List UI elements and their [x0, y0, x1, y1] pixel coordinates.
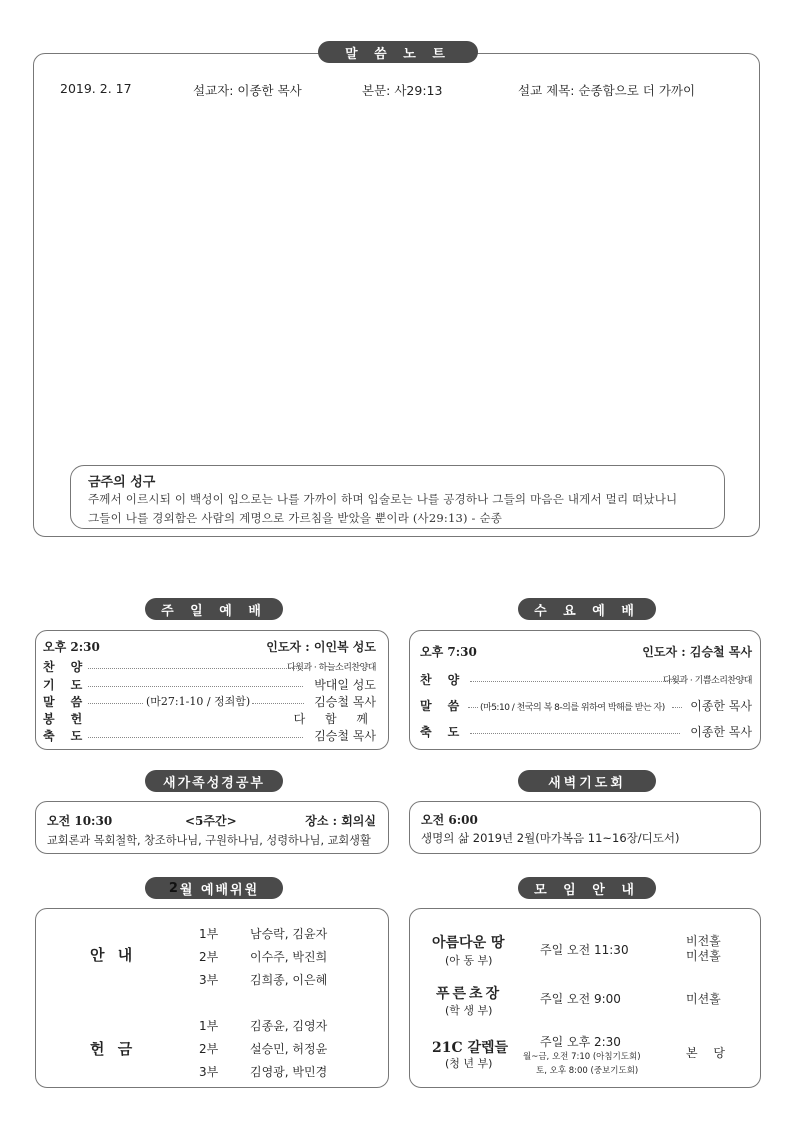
sunday-item-label: 찬양 [43, 660, 99, 674]
sermon-title: 설교 제목: 순종함으로 더 가까이 [518, 83, 696, 98]
dotted-leader [470, 681, 680, 682]
sunday-item-label: 축도 [43, 729, 99, 743]
meeting-name: 푸른초장 [436, 986, 503, 1002]
sunday-item-value: 다윗과 · 하늘소리찬양대 [286, 663, 376, 673]
sermon-note-title: 말 씀 노 트 [318, 41, 478, 63]
wednesday-worship-title: 수 요 예 배 [518, 598, 656, 620]
sunday-item-value: 박대일 성도 [314, 678, 376, 692]
dotted-leader [88, 668, 303, 669]
dawn-prayer-time: 오전 6:00 [421, 813, 478, 827]
meeting-group: (학 생 부) [445, 1004, 493, 1017]
dotted-leader [252, 703, 304, 704]
committee-group-name: 헌 금 [90, 1040, 137, 1058]
bible-study-time: 오전 10:30 [47, 814, 113, 828]
meetings-title: 모 임 안 내 [518, 877, 656, 899]
committee-part: 1부 [199, 1019, 219, 1033]
bible-study-place: 장소 : 회의실 [305, 814, 376, 828]
meeting-place: 미션홀 [686, 992, 721, 1006]
committee-title-pill [145, 877, 283, 899]
sermon-preacher: 설교자: 이종한 목사 [193, 83, 302, 98]
wednesday-item-value: 이종한 목사 [690, 699, 752, 713]
committee-part: 3부 [199, 973, 219, 987]
meeting-time: 주일 오전 9:00 [540, 992, 621, 1006]
wednesday-item-label: 축도 [420, 725, 476, 739]
committee-group-name: 안 내 [90, 946, 137, 964]
dotted-leader [88, 737, 303, 738]
dotted-leader [88, 686, 303, 687]
sunday-leader: 인도자 : 이인복 성도 [266, 640, 376, 654]
committee-names: 김영광, 박민경 [250, 1065, 328, 1079]
meeting-sub-2: 토, 오후 8:00 (중보기도회) [536, 1066, 639, 1076]
wednesday-leader: 인도자 : 김승철 목사 [642, 645, 752, 659]
sunday-item-label: 봉헌 [43, 712, 99, 726]
meeting-place-2: 미션홀 [686, 949, 721, 963]
committee-part: 2부 [199, 950, 219, 964]
wednesday-item-label: 찬양 [420, 673, 476, 687]
meeting-name: 아름다운 땅 [432, 935, 505, 951]
bible-study-topics: 교회론과 목회철학, 창조하나님, 구원하나님, 성령하나님, 교회생활 [47, 834, 371, 847]
sunday-worship-title: 주 일 예 배 [145, 598, 283, 620]
sunday-time: 오후 2:30 [43, 640, 100, 654]
weekly-verse-line-1: 주께서 이르시되 이 백성이 입으로는 나를 가까이 하며 입술로는 나를 공경하나 그들의 마음은 내게서 멀리 떠났나니 [88, 492, 678, 506]
sunday-item-label: 기도 [43, 678, 99, 692]
sermon-date: 2019. 2. 17 [60, 81, 132, 96]
wednesday-item-label: 말씀 [420, 699, 476, 713]
wednesday-time: 오후 7:30 [420, 645, 477, 659]
dawn-prayer-desc: 생명의 삶 2019년 2월(마가복음 11~16장/디도서) [421, 831, 680, 845]
committee-part: 3부 [199, 1065, 219, 1079]
committee-part: 1부 [199, 927, 219, 941]
committee-part: 2부 [199, 1042, 219, 1056]
committee-names: 설승민, 허정윤 [250, 1042, 328, 1056]
bible-study-weeks: <5주간> [185, 814, 237, 828]
dotted-leader [470, 733, 680, 734]
weekly-verse-line-2: 그들이 나를 경외함은 사람의 계명으로 가르침을 받았을 뿐이라 (사29:13) - 순종 [88, 511, 503, 525]
wednesday-item-detail: (마5:10 / 천국의 복 8-의를 위하여 박해를 받는 자) [480, 703, 665, 713]
meeting-time: 주일 오후 2:30 [540, 1035, 621, 1049]
committee-names: 남승락, 김윤자 [250, 927, 328, 941]
meeting-time: 주일 오전 11:30 [540, 943, 629, 957]
meeting-place: 본 당 [686, 1046, 731, 1060]
dotted-leader [468, 707, 478, 708]
wednesday-item-value: 이종한 목사 [690, 725, 752, 739]
committee-month: 2 [168, 880, 180, 896]
meeting-name: 21C 갈렙들 [432, 1040, 509, 1056]
meeting-place: 비전홀 [686, 934, 721, 948]
meeting-sub-1: 월~금, 오전 7:10 (아침기도회) [523, 1052, 641, 1062]
meeting-group: (아 동 부) [445, 954, 493, 967]
committee-title: 월 예배위원 [179, 882, 260, 898]
committee-names: 김희종, 이은혜 [250, 973, 328, 987]
dotted-leader [672, 707, 682, 708]
sunday-item-detail: (마27:1-10 / 정죄함) [146, 695, 251, 708]
sunday-item-label: 말씀 [43, 695, 99, 709]
committee-names: 이수주, 박진희 [250, 950, 328, 964]
sunday-item-value: 다 함 께 [293, 712, 376, 726]
weekly-verse-heading: 금주의 성구 [88, 475, 156, 490]
sunday-item-value: 김승철 목사 [314, 695, 376, 709]
sunday-item-value: 김승철 목사 [314, 729, 376, 743]
meeting-group: (청 년 부) [445, 1057, 493, 1070]
sermon-passage: 본문: 사29:13 [362, 83, 443, 98]
dawn-prayer-title: 새벽기도회 [518, 770, 656, 792]
wednesday-item-value: 다윗과 · 기쁨소리찬양대 [662, 676, 752, 686]
committee-names: 김종윤, 김영자 [250, 1019, 328, 1033]
bible-study-title: 새가족성경공부 [145, 770, 283, 792]
dotted-leader [88, 703, 143, 704]
